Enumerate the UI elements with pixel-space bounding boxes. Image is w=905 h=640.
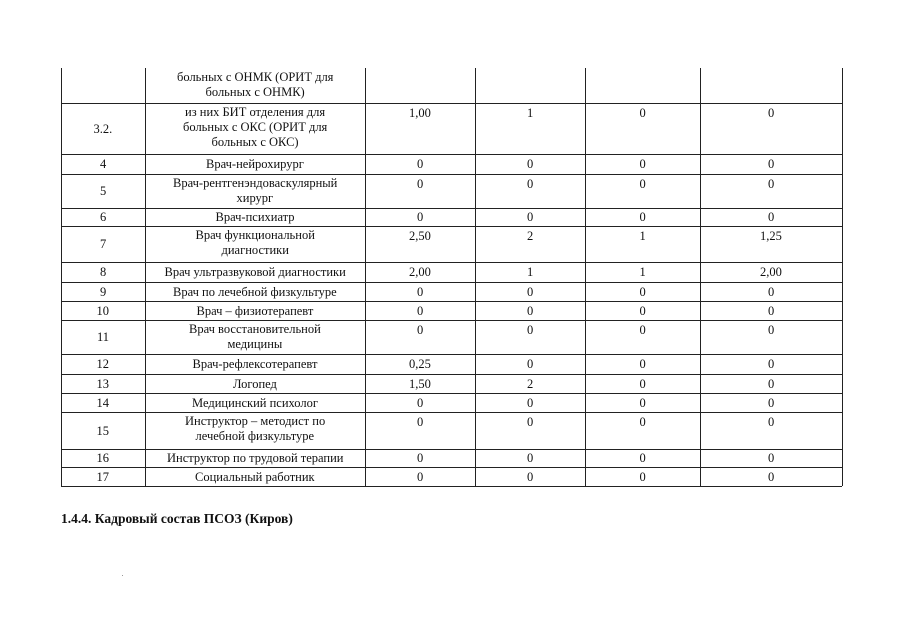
value-cell: 0 <box>417 157 424 171</box>
value-cell: 0 <box>527 323 534 337</box>
value-cell: 0 <box>768 395 775 410</box>
value-cell: 0 <box>417 395 424 410</box>
staff-position-name: Врач – физиотерапевт <box>196 303 314 318</box>
value-cell: 0 <box>639 303 646 318</box>
row-number: 14 <box>96 395 109 410</box>
value-cell: 0 <box>417 284 424 299</box>
staff-position-name: из них БИТ отделения для <box>185 105 326 119</box>
staff-position-name: Логопед <box>233 376 277 391</box>
value-cell: 0 <box>639 210 646 224</box>
value-cell: 0 <box>639 106 646 120</box>
value-cell: 0 <box>768 177 775 191</box>
value-cell: 0 <box>527 157 534 171</box>
staff-position-name: Социальный работник <box>195 469 315 484</box>
value-cell: 0 <box>768 284 775 299</box>
value-cell: 0 <box>768 451 775 465</box>
staff-position-name: лечебной физкультуре <box>195 429 315 443</box>
staff-position-name: Медицинский психолог <box>192 395 318 410</box>
value-cell: 0 <box>639 415 646 429</box>
row-number: 4 <box>100 157 107 171</box>
value-cell: 0 <box>527 415 534 429</box>
value-cell: 0 <box>768 357 775 371</box>
staff-position-name: больных с ОКС) <box>211 135 299 149</box>
staff-position-name: больных с ОКС (ОРИТ для <box>183 120 328 134</box>
staff-position-name: Инструктор по трудовой терапии <box>167 451 344 465</box>
row-number: 16 <box>96 451 109 465</box>
value-cell: 0 <box>768 157 775 171</box>
value-cell: 0 <box>417 451 424 465</box>
value-cell: 0 <box>417 323 424 337</box>
value-cell: 0 <box>639 177 646 191</box>
row-number: 11 <box>97 330 110 344</box>
value-cell: 2 <box>527 376 534 391</box>
value-cell: 0 <box>527 395 534 410</box>
value-cell: 0 <box>639 323 646 337</box>
value-cell: 0 <box>639 376 646 391</box>
value-cell: 0 <box>527 451 534 465</box>
value-cell: 0 <box>527 357 534 371</box>
value-cell: 0 <box>639 284 646 299</box>
value-cell: 0 <box>768 323 775 337</box>
value-cell: 1,25 <box>760 229 782 243</box>
staff-position-name: больных с ОНМК) <box>205 85 305 99</box>
value-cell: 0 <box>527 469 534 484</box>
value-cell: 0 <box>527 303 534 318</box>
staff-position-name: Инструктор – методист по <box>185 414 326 428</box>
staff-position-name: Врач-рефлексотерапевт <box>192 357 318 371</box>
row-number: 7 <box>100 237 107 251</box>
value-cell: 0 <box>639 357 646 371</box>
value-cell: 0 <box>768 376 775 391</box>
value-cell: 0 <box>639 395 646 410</box>
row-number: 17 <box>96 469 109 484</box>
staff-position-name: больных с ОНМК (ОРИТ для <box>177 70 334 84</box>
staff-position-name: Врач-нейрохирург <box>206 157 304 171</box>
row-number: 5 <box>100 184 107 198</box>
value-cell: 1,00 <box>409 106 431 120</box>
staff-position-name: Врач по лечебной физкультуре <box>173 284 337 299</box>
value-cell: 2,50 <box>409 229 431 243</box>
value-cell: 2 <box>527 229 534 243</box>
row-number: 8 <box>100 265 107 279</box>
staff-position-name: Врач ультразвуковой диагностики <box>164 265 346 279</box>
value-cell: 0 <box>417 210 424 224</box>
value-cell: 0 <box>639 451 646 465</box>
value-cell: 0 <box>417 303 424 318</box>
value-cell: 0 <box>768 106 775 120</box>
row-number: 15 <box>96 423 109 438</box>
value-cell: 0 <box>417 469 424 484</box>
row-number: 10 <box>96 303 109 318</box>
row-number: 3.2. <box>93 121 113 136</box>
value-cell: 0 <box>527 284 534 299</box>
value-cell: 1 <box>527 106 534 120</box>
row-number: 9 <box>100 284 107 299</box>
value-cell: 0 <box>639 469 646 484</box>
staff-position-name: Врач функциональной <box>195 228 315 242</box>
staff-position-name: Врач-психиатр <box>215 210 295 224</box>
value-cell: 0 <box>527 210 534 224</box>
value-cell: 1 <box>527 265 534 279</box>
staff-position-name: медицины <box>227 337 283 351</box>
value-cell: 2,00 <box>760 265 782 279</box>
value-cell: 0 <box>768 303 775 318</box>
row-number: 13 <box>96 376 109 391</box>
value-cell: 0 <box>527 177 534 191</box>
value-cell: 0 <box>417 415 424 429</box>
value-cell: 1,50 <box>409 376 431 391</box>
value-cell: 2,00 <box>409 265 431 279</box>
value-cell: 0 <box>768 469 775 484</box>
staff-position-name: Врач-рентгенэндоваскулярный <box>173 176 338 190</box>
staff-position-name: хирург <box>236 191 274 205</box>
value-cell: 1 <box>639 229 646 243</box>
value-cell: 0 <box>768 415 775 429</box>
value-cell: 1 <box>639 265 646 279</box>
row-number: 6 <box>100 210 107 224</box>
staff-position-name: Врач восстановительной <box>189 322 321 336</box>
value-cell: 0,25 <box>409 357 431 371</box>
section-heading: 1.4.4. Кадровый состав ПСОЗ (Киров) <box>61 511 293 526</box>
value-cell: 0 <box>639 157 646 171</box>
scan-speck <box>122 575 123 576</box>
row-number: 12 <box>96 357 109 371</box>
value-cell: 0 <box>768 210 775 224</box>
value-cell: 0 <box>417 177 424 191</box>
staff-position-name: диагностики <box>221 243 289 257</box>
